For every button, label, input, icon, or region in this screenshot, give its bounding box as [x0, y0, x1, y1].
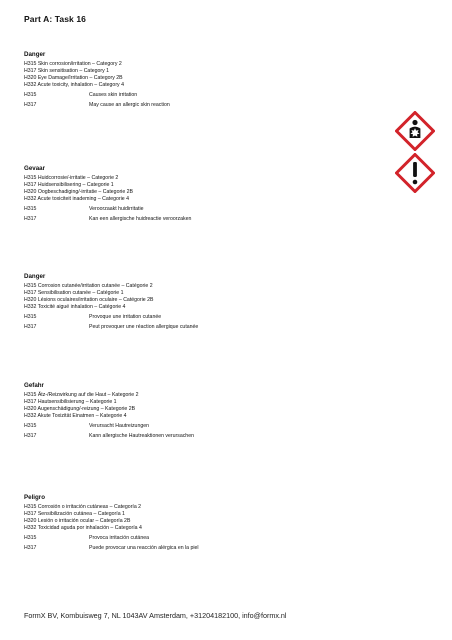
- classification-line: H315 Corrosión o irritación cutáneas – Categoría 2: [24, 504, 142, 510]
- section-heading: Danger: [24, 273, 46, 280]
- hazard-statement: [24, 535, 424, 542]
- classification-line: H332 Acute toxiciteit inademing – Categorie 4: [24, 196, 129, 202]
- hazard-statement: [24, 324, 424, 331]
- classification-line: H332 Toxicité aiguë inhalation – Catégorie 4: [24, 304, 126, 310]
- classification-line: H320 Eye Damage/Irritation – Category 2B: [24, 75, 123, 81]
- exclamation-mark-icon: [395, 153, 435, 193]
- hazard-statement: [24, 92, 424, 99]
- hazard-statement: [24, 433, 424, 440]
- classification-line: H317 Sensibilisation cutanée – Catégorie 1: [24, 290, 124, 296]
- classification-line: H317 Sensibilización cutánea – Categoría 1: [24, 511, 125, 517]
- statement-text: Kann allergische Hautreaktionen verursachen: [89, 433, 194, 439]
- page-title: Part A: Task 16: [24, 14, 86, 24]
- classification-line: H317 Hautsensibilisierung – Kategorie 1: [24, 399, 117, 405]
- statement-text: Provoca irritación cutánea: [89, 535, 149, 541]
- classification-line: H315 Skin corrosion/irritation – Category 2: [24, 61, 122, 67]
- section-heading: Gevaar: [24, 165, 45, 172]
- statement-code: H315: [24, 206, 37, 212]
- statement-text: Causes skin irritation: [89, 92, 138, 98]
- hazard-statement: [24, 314, 424, 321]
- statement-code: H317: [24, 545, 37, 551]
- statement-text: Veroorzaakt huidirritatie: [89, 206, 144, 212]
- footer-contact: FormX BV, Kombuisweg 7, NL 1043AV Amsterdam, +31204182100, info@formx.nl: [24, 611, 287, 620]
- statement-text: May cause an allergic skin reaction: [89, 102, 170, 108]
- section-fr: [24, 273, 424, 331]
- hazard-statement: [24, 206, 424, 213]
- classification-line: H332 Acute toxicity, inhalation – Category 4: [24, 82, 124, 88]
- section-heading: Peligro: [24, 494, 45, 501]
- ghs-pictograms: [395, 111, 437, 195]
- classification-line: H317 Skin sensitisation – Category 1: [24, 68, 110, 74]
- classification-line: H315 Corrosion cutanée/irritation cutanée – Catégorie 2: [24, 283, 153, 289]
- classification-line: H332 Akute Toxizität Einatmen – Kategorie 4: [24, 413, 127, 419]
- hazard-statement: [24, 216, 424, 223]
- statement-text: Kan een allergische huidreactie veroorzaken: [89, 216, 192, 222]
- statement-text: Peut provoquer une réaction allergique cutanée: [89, 324, 199, 330]
- classification-line: H332 Toxicidad aguda por inhalación – Categoría 4: [24, 525, 142, 531]
- statement-code: H317: [24, 216, 37, 222]
- statement-code: H315: [24, 92, 37, 98]
- section-heading: Danger: [24, 51, 46, 58]
- section-heading: Gefahr: [24, 382, 44, 389]
- section-en: [24, 51, 424, 109]
- statement-code: H315: [24, 314, 37, 320]
- statement-text: Verursacht Hautreizungen: [89, 423, 149, 429]
- hazard-statement: [24, 423, 424, 430]
- classification-line: H315 Ätz-/Reizwirkung auf die Haut – Kategorie 2: [24, 392, 139, 398]
- section-nl: [24, 165, 424, 223]
- statement-text: Puede provocar una reacción alérgica en la piel: [89, 545, 199, 551]
- statement-text: Provoque une irritation cutanée: [89, 314, 162, 320]
- classification-line: H317 Huidsensibilisering – Categorie 1: [24, 182, 114, 188]
- classification-line: H320 Oogbeschadiging/-irritatie – Categorie 2B: [24, 189, 134, 195]
- health-hazard-icon: [395, 111, 435, 151]
- classification-line: H320 Augenschädigung/-reizung – Kategorie 2B: [24, 406, 136, 412]
- hazard-statement: [24, 102, 424, 109]
- section-de: [24, 382, 424, 440]
- classification-line: H315 Huidcorrosie/-irritatie – Categorie 2: [24, 175, 119, 181]
- statement-code: H317: [24, 324, 37, 330]
- statement-code: H317: [24, 433, 37, 439]
- classification-line: H320 Lésions oculaires/irritation oculaire – Catégorie 2B: [24, 297, 154, 303]
- statement-code: H315: [24, 535, 37, 541]
- statement-code: H317: [24, 102, 37, 108]
- section-es: [24, 494, 424, 552]
- statement-code: H315: [24, 423, 37, 429]
- classification-line: H320 Lesión o irritación ocular – Categoría 2B: [24, 518, 131, 524]
- hazard-statement: [24, 545, 424, 552]
